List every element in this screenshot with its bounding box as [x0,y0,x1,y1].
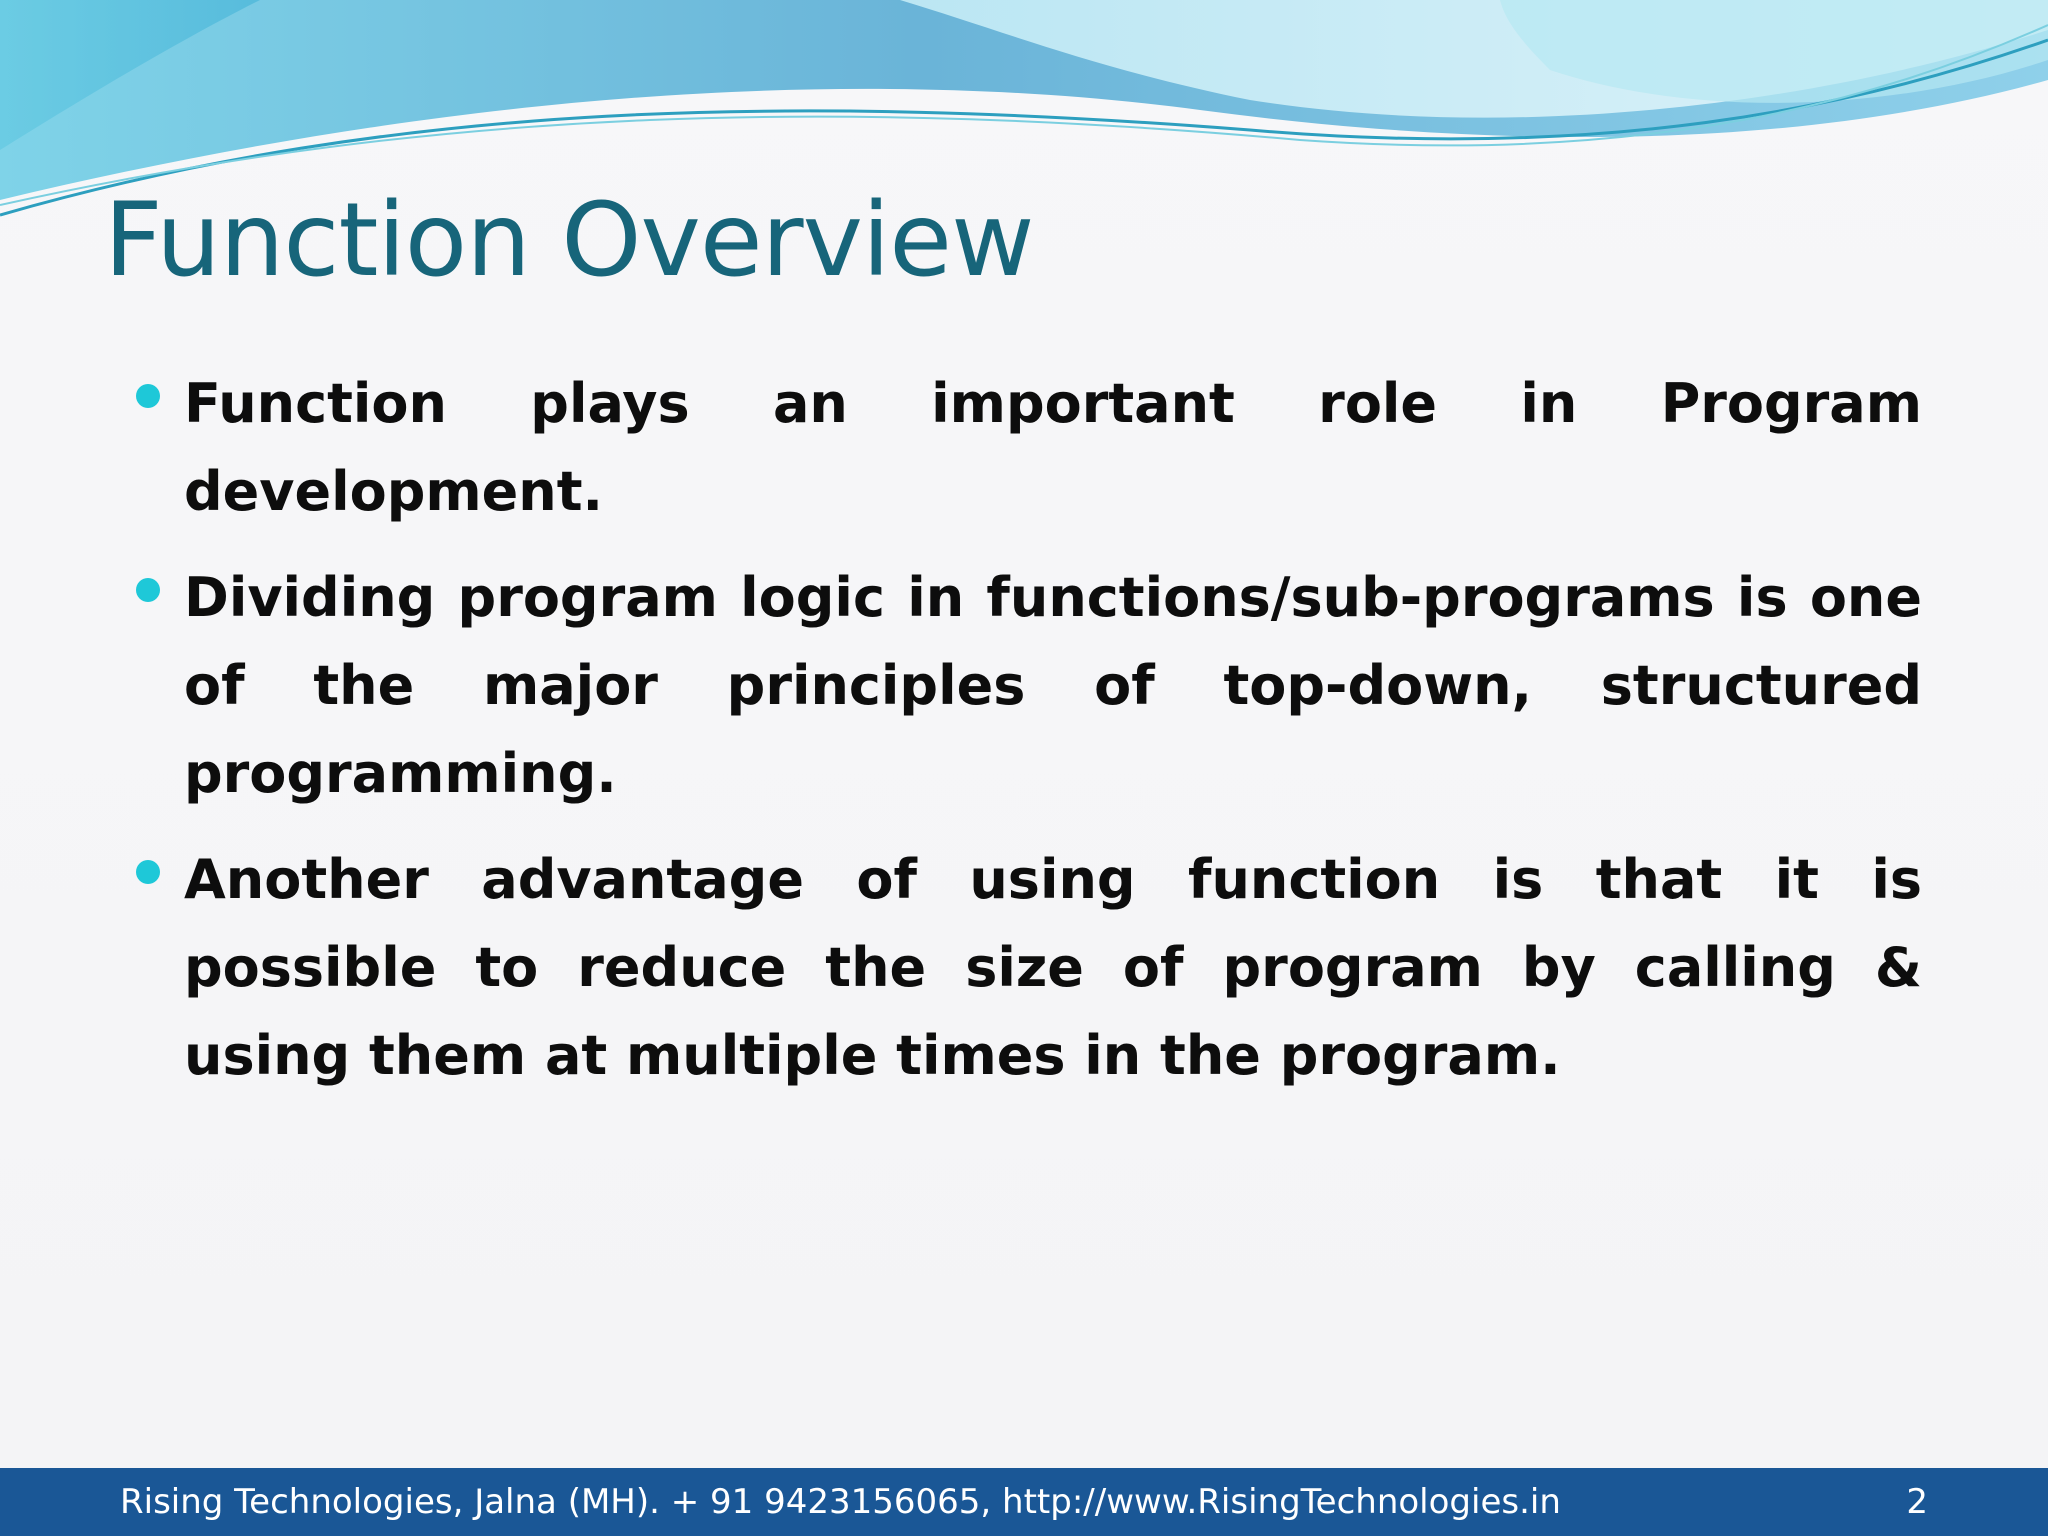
bullet-item [136,554,1922,818]
bullet-dot-icon [136,384,160,408]
bullet-text: Dividing program logic in functions/sub-programs is one of the major principles of top-down, structured programming. [184,566,1922,805]
footer-bar [0,1468,2048,1536]
bullet-item [136,836,1922,1100]
bullet-dot-icon [136,860,160,884]
slide-title: Function Overview [104,181,1034,300]
bullet-item [136,360,1922,536]
bullet-text: Another advantage of using function is that it is possible to reduce the size of program by calling & using them at multiple times in the program. [184,848,1922,1087]
bullet-dot-icon [136,578,160,602]
footer-contact-text: Rising Technologies, Jalna (MH). + 91 9423156065, http://www.RisingTechnologies.in [120,1482,1561,1522]
bullet-list [136,360,1922,1118]
page-number: 2 [1906,1482,1928,1522]
bullet-text: Function plays an important role in Program development. [184,372,1922,523]
